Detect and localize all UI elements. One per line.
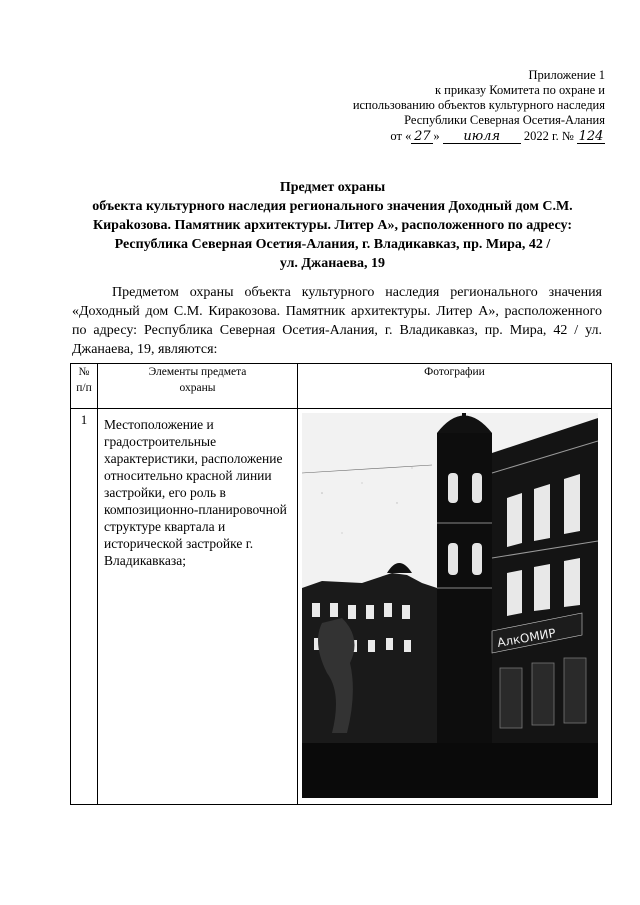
header-photos: Фотографии xyxy=(298,364,612,409)
handwritten-number: 124 xyxy=(578,129,604,144)
building-photo-image xyxy=(302,413,598,798)
header-elements xyxy=(98,364,298,409)
handwritten-month: июля xyxy=(443,130,521,144)
row-number: 1 xyxy=(71,409,98,805)
order-date-line xyxy=(275,129,605,144)
title-line: Кираkозова. Памятник архитектуры. Литер А», расположенного по адресу: xyxy=(92,218,573,233)
date-year: 2022 г. № xyxy=(523,129,574,143)
header-num xyxy=(71,364,98,409)
shop-sign-text: АлкОМИР xyxy=(496,625,557,650)
intro-text: Предметом охраны объекта культурного наследия регионального значения «Доходный дом С.М. Киракозова. Памятник архитектуры. Литер А», расположенного по адресу: Республика Северная Осетия-Алания, г. Владикавказ, пр. Мира, 42 / ул. Джанаева, 19, являются: xyxy=(72,285,602,357)
header-elements-line: охраны xyxy=(179,382,216,394)
header-num-line: № xyxy=(78,366,90,378)
building-photo xyxy=(302,413,598,798)
header-elements-line: Элементы предмета xyxy=(148,366,247,378)
appendix-block xyxy=(275,68,605,144)
title-line: Республика Северная Осетия-Алания, г. Владикавказ, пр. Мира, 42 / xyxy=(114,237,551,252)
row-element-text: Местоположение и градостроительные характеристики, расположение относительно красной линии застройки, его роль в композиционно-планировочной структуре квартала и исторической застройке г. Владикавказа; xyxy=(98,409,298,805)
title-line: объекта культурного наследия регионального значения Доходный дом С.М. xyxy=(92,199,573,214)
title-line: ул. Джанаева, 19 xyxy=(279,256,386,271)
appendix-line: Приложение 1 xyxy=(528,68,605,82)
header-num-line: п/п xyxy=(76,382,92,394)
intro-paragraph xyxy=(72,283,602,359)
photo-cell xyxy=(298,409,612,805)
date-prefix: от « xyxy=(390,129,412,143)
appendix-line: использованию объектов культурного наследия xyxy=(352,98,605,112)
appendix-line: Республики Северная Осетия-Алания xyxy=(404,113,605,127)
document-title xyxy=(60,178,605,273)
title-line: Предмет охраны xyxy=(279,180,386,195)
table-header-row xyxy=(71,364,612,409)
handwritten-day: 27 xyxy=(411,130,433,144)
protection-items-table xyxy=(70,363,612,805)
date-mid: » xyxy=(433,129,440,143)
table-row xyxy=(71,409,612,805)
appendix-line: к приказу Комитета по охране и xyxy=(434,83,605,97)
